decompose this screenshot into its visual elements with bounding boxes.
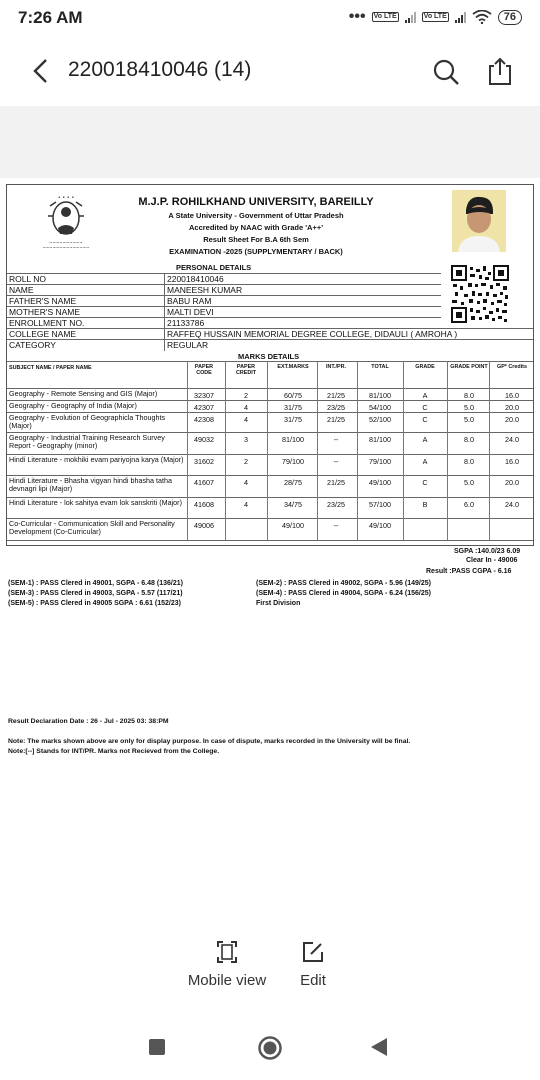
gp-credits: 20.0	[505, 415, 519, 424]
bottom-action-bar	[0, 930, 540, 1010]
search-icon[interactable]	[432, 58, 460, 86]
int-pr: 21/25	[327, 415, 345, 424]
svg-text:• • • •: • • • •	[57, 195, 75, 201]
marks-row	[7, 518, 533, 540]
document-title: 220018410046 (14)	[68, 58, 252, 81]
back-arrow-icon[interactable]	[30, 58, 52, 84]
paper-code: 49032	[194, 435, 214, 444]
grade-point: 6.0	[464, 500, 474, 509]
paper-code: 42307	[194, 403, 214, 412]
signal-icon-1	[405, 11, 416, 23]
ext-marks: 60/75	[284, 391, 302, 400]
total: 79/100	[369, 457, 391, 466]
header-paper-credit: PAPER CREDIT	[235, 364, 257, 376]
ext-marks: 49/100	[282, 521, 304, 530]
grade: A	[422, 435, 428, 444]
system-nav-bar	[0, 1020, 540, 1080]
svg-text:~~~~~~~~~~~~~~: ~~~~~~~~~~~~~~	[42, 245, 90, 250]
int-pr: --	[333, 435, 339, 444]
marks-row	[7, 454, 533, 475]
int-pr: --	[333, 521, 339, 530]
marks-column-divider	[357, 361, 358, 541]
marks-table-bottom-border	[7, 540, 533, 541]
ext-marks: 28/75	[284, 478, 302, 487]
sem2-result: (SEM-2) : PASS Clered in 49002, SGPA - 5.96 (149/25)	[256, 580, 431, 587]
edit-icon	[301, 940, 325, 964]
grade: B	[422, 500, 428, 509]
paper-code: 49006	[194, 521, 214, 530]
wifi-icon	[472, 10, 492, 24]
recents-icon[interactable]	[148, 1038, 166, 1056]
marks-column-divider	[447, 361, 448, 541]
clear-in: Clear In - 49006	[466, 557, 518, 564]
subject-name: Hindi Literature - mokhiki evam pariyojna karya (Major)	[9, 455, 184, 464]
total: 57/100	[369, 500, 391, 509]
marks-column-divider	[317, 361, 318, 541]
header-grade-point: GRADE POINT	[450, 364, 488, 370]
personal-row-college: COLLEGE NAME RAFFEQ HUSSAIN MEMORIAL DEGREE COLLEGE, DIDAULI ( AMROHA )	[7, 328, 533, 339]
result-sheet-title: Result Sheet For B.A 6th Sem	[203, 235, 309, 244]
header-ext-marks: EXT.MARKS	[277, 364, 309, 370]
naac-accreditation: Accredited by NAAC with Grade 'A++'	[188, 223, 323, 232]
result-cgpa: Result :PASS CGPA - 6.16	[426, 568, 512, 575]
header-int-pr: INT./PR.	[325, 364, 347, 370]
sgpa-summary: SGPA :140.0/23 6.09	[454, 548, 521, 555]
marks-header-row	[7, 361, 533, 388]
sem3-result: (SEM-3) : PASS Clered in 49003, SGPA - 5.57 (117/21)	[8, 590, 183, 597]
grade-point: 5.0	[464, 415, 474, 424]
division: First Division	[256, 600, 301, 607]
display-note: Note: The marks shown above are only for display purpose. In case of dispute, marks recorded in the University will be final.	[8, 738, 411, 745]
sem5-result: (SEM-5) : PASS Clered in 49005 SGPA : 6.61 (152/23)	[8, 600, 181, 607]
battery-icon: 76	[498, 10, 522, 25]
ext-marks: 31/75	[284, 403, 302, 412]
university-subtitle: A State University - Government of Uttar Pradesh	[168, 211, 344, 220]
marks-row	[7, 475, 533, 497]
grade-point: 5.0	[464, 403, 474, 412]
subject-name: Geography - Industrial Training Research Survey Report - Geography (minor)	[9, 433, 165, 450]
paper-code: 42308	[194, 415, 214, 424]
personal-row-father: FATHER'S NAME BABU RAM	[7, 295, 441, 306]
total: 49/100	[369, 478, 391, 487]
personal-row-roll-no: ROLL NO 220018410046	[7, 273, 441, 284]
total: 81/100	[369, 435, 391, 444]
marks-column-divider	[267, 361, 268, 541]
marks-row	[7, 388, 533, 400]
university-name: M.J.P. ROHILKHAND UNIVERSITY, BAREILLY	[138, 196, 374, 208]
grade-point: 5.0	[464, 478, 474, 487]
ext-marks: 81/100	[282, 435, 304, 444]
grade: C	[422, 478, 428, 487]
university-logo-icon	[36, 192, 96, 252]
gp-credits: 20.0	[505, 478, 519, 487]
grade: A	[422, 391, 428, 400]
grade-point: 8.0	[464, 457, 474, 466]
svg-text:~~~~~~~~~~: ~~~~~~~~~~	[49, 240, 83, 245]
gp-credits: 24.0	[505, 435, 519, 444]
personal-row-category: CATEGORY REGULAR	[7, 339, 533, 350]
home-icon[interactable]	[257, 1035, 283, 1061]
mobile-view-button[interactable]	[182, 940, 272, 989]
ext-marks: 34/75	[284, 500, 302, 509]
marks-column-divider	[187, 361, 188, 541]
header-paper-code: PAPER CODE	[194, 364, 214, 376]
total: 49/100	[369, 521, 391, 530]
marks-row	[7, 412, 533, 432]
qr-code	[450, 264, 510, 324]
personal-row-name: NAME MANEESH KUMAR	[7, 284, 441, 295]
paper-credit: 2	[244, 457, 248, 466]
paper-credit: 4	[244, 403, 248, 412]
subject-name: Hindi Literature - lok sahitya evam lok sanskriti (Major)	[9, 498, 182, 507]
examination-title: EXAMINATION -2025 (SUPPLYMENTARY / BACK)	[169, 247, 343, 256]
grade: C	[422, 415, 428, 424]
share-icon[interactable]	[486, 56, 514, 86]
marks-row	[7, 432, 533, 454]
lte-icon-2: Vo LTE	[423, 13, 447, 20]
sem4-result: (SEM-4) : PASS Clered in 49004, SGPA - 6.24 (156/25)	[256, 590, 431, 597]
notification-dots: •••	[348, 8, 366, 25]
total: 81/100	[369, 391, 391, 400]
subject-name: Geography - Evolution of Geographicla Thoughts (Major)	[9, 413, 166, 430]
int-pr: --	[333, 457, 339, 466]
subject-name: Hindi Literature - Bhasha vigyan hindi bhasha tatha devnagri lipi (Major)	[9, 476, 173, 493]
ext-marks: 31/75	[284, 415, 302, 424]
lte-icon-1: Vo LTE	[373, 13, 397, 20]
signal-icon-2	[455, 11, 466, 23]
status-bar	[0, 0, 540, 36]
gp-credits: 16.0	[505, 457, 519, 466]
total: 54/100	[369, 403, 391, 412]
header-subject: SUBJECT NAME / PAPER NAME	[9, 365, 92, 371]
paper-credit: 4	[244, 415, 248, 424]
status-time: 7:26 AM	[18, 8, 83, 27]
header-grade: GRADE	[415, 364, 435, 370]
gp-credits: 24.0	[505, 500, 519, 509]
subject-name: Geography - Geography of India (Major)	[9, 401, 137, 410]
edit-button[interactable]	[288, 940, 338, 989]
ext-marks: 79/100	[282, 457, 304, 466]
paper-code: 31602	[194, 457, 214, 466]
paper-code: 32307	[194, 391, 214, 400]
gp-credits: 20.0	[505, 403, 519, 412]
back-nav-icon[interactable]	[370, 1037, 388, 1057]
int-pr-note: Note:[--] Stands for INT/PR. Marks not Recieved from the College.	[8, 748, 220, 755]
int-pr: 23/25	[327, 403, 345, 412]
marks-row	[7, 497, 533, 518]
result-declaration-date: Result Declaration Date : 26 - Jul - 2025 03: 38:PM	[8, 718, 169, 725]
paper-code: 41608	[194, 500, 214, 509]
int-pr: 21/25	[327, 478, 345, 487]
int-pr: 21/25	[327, 391, 345, 400]
personal-details-title: PERSONAL DETAILS	[176, 263, 252, 272]
total: 52/100	[369, 415, 391, 424]
marks-row	[7, 400, 533, 412]
paper-credit: 3	[244, 435, 248, 444]
paper-credit: 2	[244, 391, 248, 400]
mobile-view-label: Mobile view	[187, 972, 267, 989]
marks-column-divider	[403, 361, 404, 541]
student-photo	[452, 190, 506, 252]
header-total: TOTAL	[371, 364, 389, 370]
viewer-background	[0, 106, 540, 178]
subject-name: Geography - Remote Sensing and GIS (Major)	[9, 389, 158, 398]
marks-details-title: MARKS DETAILS	[238, 352, 300, 361]
grade-point: 8.0	[464, 435, 474, 444]
header-gp-credits: GP* Credits	[497, 364, 527, 370]
marks-column-divider	[489, 361, 490, 541]
marks-column-divider	[225, 361, 226, 541]
app-bar	[0, 36, 540, 106]
personal-row-mother: MOTHER'S NAME MALTI DEVI	[7, 306, 441, 317]
status-icons	[349, 8, 522, 26]
sem1-result: (SEM-1) : PASS Clered in 49001, SGPA - 6.48 (136/21)	[8, 580, 183, 587]
mobile-view-icon	[216, 940, 238, 964]
paper-code: 41607	[194, 478, 214, 487]
subject-name: Co-Curricular - Communication Skill and Personality Development (Co-Curricular)	[9, 519, 175, 536]
grade-point: 8.0	[464, 391, 474, 400]
int-pr: 23/25	[327, 500, 345, 509]
edit-label: Edit	[300, 972, 326, 989]
grade: A	[422, 457, 428, 466]
personal-row-enrollment: ENROLLMENT NO. 21133786	[7, 317, 441, 328]
paper-credit: 4	[244, 478, 248, 487]
grade: C	[422, 403, 428, 412]
paper-credit: 4	[244, 500, 248, 509]
gp-credits: 16.0	[505, 391, 519, 400]
